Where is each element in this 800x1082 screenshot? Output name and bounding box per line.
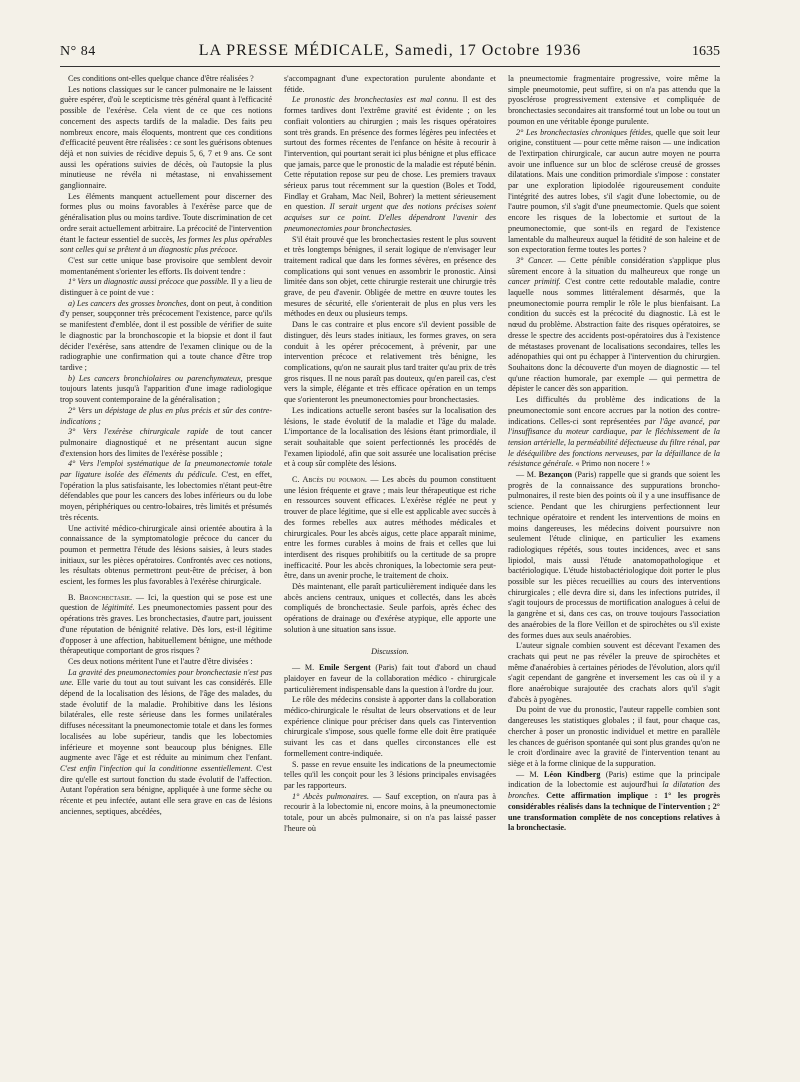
emphasis: 3° Vers l'exérèse chirurgicale rapide	[68, 427, 209, 437]
speaker-name: Léon Kindberg	[544, 769, 601, 779]
spacer	[284, 636, 496, 641]
text-run: — Les abcès du poumon constituent une lésion fréquente et grave ; mais leur thérapeutique est riche en ressources souvent efficaces. L'exérèse réglée ne peut y trouver de place légitime, que si elle est applicable avec succès à des formes rebelles aux autres méthodes médicales et chirurgicales. Pour les abcès aigus, cette place apparaît minime, entre les formes curables à moins de frais et celles que lui interdisent des risques prohibitifs ou la certitude de sa propre inefficacité. Pour les abcès chroniques, la lobectomie sera peut-être, dans un avenir proche, le traitement de choix.	[284, 475, 496, 581]
paragraph: s'accompagnant d'une expectoration purulente abondante et fétide.	[284, 74, 496, 94]
paragraph: L'auteur signale combien souvent est décevant l'examen des crachats qui peut ne pas révéler la preuve de spirochètes et même d'anaérobies à certaines périodes de l'évolution, alors qu'il s'agit cependant de gangrène et inversement les cas où il y a flore anaérobique surajoutée des crachats alors qu'il s'agit d'abcès à pyogènes.	[508, 641, 720, 704]
section-heading: B. Bronchectasie.	[68, 592, 132, 602]
paragraph: Ces conditions ont-elles quelque chance d'être réalisées ?	[68, 74, 254, 83]
text-run: (Paris) fait tout d'abord un chaud plaidoyer en faveur de la collaboration médico - chirurgicale particulièrement indispensable dans la question à l'ordre du jour.	[284, 663, 496, 694]
paragraph: la pneumectomie fragmentaire progressive, voire même la simple pneumotomie, peut suffire, si on n'a pas attendu que la pyosclérose progressivement extensive et compliquée de bronchectasies secondaires ait transformé tout un lobe ou tout un poumon en une véritable éponge purulente.	[508, 74, 720, 126]
text-run: Il est des formes tardives dont l'extrême gravité est évidente ; on les confiait volontiers au chirurgien ; mais les risques opératoires sont très grands. En présence des formes légères peu infectées et surtout des formes récentes de l'enfance on hésite à recourir à l'intervention, qui pourtant serait ici plus bénigne et plus efficace que jamais, parce que le pronostic de la maladie est réputé bénin. Cette réputation repose sur peu de chose. Les premiers travaux sérieux parus tout récemment sur la question (Boles et Todd, Findlay et Graham, Mac Neil, Bohrer) la mettent sérieusement en question.	[284, 95, 496, 212]
emphasis: 1° Abcès pulmonaires.	[292, 791, 370, 801]
speaker-name: Emile Sergent	[318, 663, 371, 673]
emphasis: les formes les plus opérables sont celles qui se prêtent à un diagnostic plus précoce.	[60, 234, 272, 255]
paragraph	[60, 668, 272, 818]
emphasis: La gravité des pneumonectomies pour bronchectasie n'est pas une.	[60, 667, 272, 688]
text-run: dont on peut, à condition d'y penser, soupçonner très précocement l'existence, parce qu'ils se manifestent d'emblée, dont il est possible de vérifier de suite le diagnostic par la bronchoscopie et la biopsie et dont il faut décider l'exérèse, sans attendre de l'examen clinique ou de la radiographie une confirmation qui a toute chance d'être trop tardive ;	[60, 298, 272, 372]
text-run: C'est dire qu'elle est surtout fonction du stade évolutif de l'affection. Autant l'opération sera bénigne, appliquée à une forme sèche ou récente et peu infectée, autant elle sera grave en cas de lésions anciennes, septiques, abcédées,	[60, 764, 272, 816]
paragraph: Les notions classiques sur le cancer pulmonaire ne le laissent guère espérer, d'où le scepticisme très général quant à l'efficacité possible de l'exérèse. Cela vient de ce que ces notions concernent des aspects tardifs de la maladie. Des faits peu nombreux encore, mais éloquents, montrent que ces conditions d'efficacité peuvent être réalisées : ce sont les guérisons obtenues déjà et non suivies de récidive depuis 5, 6, 7 et 9 ans. Ce sont aussi les opérations suivies de décès, où l'autopsie la plus minutieuse ne révéla ni métastase, ni envahissement ganglionnaire.	[60, 84, 272, 191]
article-columns	[60, 74, 720, 1074]
text-run: « Primo non nocere ! »	[573, 459, 651, 469]
text-run: C'est, en effet, l'opération la plus satisfaisante, les lobectomies n'étant peut-être défendables que pour les cancers des lobes inférieurs ou du lobe moyen, périphériques ou centro-lobaires, très limités et présumés très récents.	[60, 470, 272, 522]
emphasis: C'est enfin l'infection qui la conditionne essentiellement.	[60, 764, 253, 773]
paragraph	[60, 192, 272, 256]
paragraph	[508, 470, 720, 641]
paragraph	[60, 459, 272, 523]
paragraph: Du point de vue du pronostic, l'auteur rappelle combien sont dangereuses les statistiques globales ; il faut, pour chaque cas, chercher à poser un pronostic individuel et mettre en parallèle les chances de guérison spontanée qui sont plus grandes qu'on ne le croit d'ordinaire avec la gravité de l'intervention tenant au siège et à la forme clinique de la suppuration.	[508, 705, 720, 768]
paragraph: Dans le cas contraire et plus encore s'il devient possible de distinguer, dès leurs stades initiaux, les formes graves, on sera conduit à les opérer précocement, à prévenir, par une intervention précoce et relativement très bénigne, les complications, qu'on ne saurait plus tard traiter qu'au prix de très gros risques. Il ne nous paraît pas douteux, qu'en pareil cas, c'est vers la simple, élégante et très efficace opération en un temps que s'orienteront les pneumonectomies pour bronchectasies.	[284, 320, 496, 405]
paragraph	[60, 374, 272, 406]
emphasis: 3° Cancer.	[516, 255, 554, 265]
emphasis: Le pronostic des bronchectasies est mal connu.	[292, 95, 459, 105]
text-run: (Paris) rappelle que si grands que soient les progrès de la connaissance des suppurations broncho-pulmonaires, il reste bien des points où il y a une insuffisance de science. Pendant que les chirurgiens perfectionnent leur technique opératoire et rendent les interventions de moins en moins dangereuses, les médecins doivent poursuivre non seulement l'étude clinique, en particulier les examens radiologiques répétés, sous toutes incidences, avec et sans lipiodol, mais aussi l'étude anatomopathologique et bactériologique. L'étude histobactériologique doit porter le plus possible sur les pièces recueillies au cours des interventions chirurgicales ; elle devra dire si, dans les infections putrides, il s'agit toujours de processus de mortification analogues à celui de la gangrène et si, dans ces cas, on trouve toujours l'association des anaérobies de la flore Veillon et de spirochètes ou s'il existe des formes dues aux seuls anaérobies.	[508, 470, 720, 640]
emphasis: 4° Vers l'emploi systématique de la pneumonectomie totale par ligature isolée des éléments du pédicule.	[60, 459, 272, 480]
text-run: Les difficultés du problème des indications de la pneumonectomie sont encore accrues par la notion des contre-indications. Celles-ci sont représentées	[508, 395, 720, 426]
paragraph: Le rôle des médecins consiste à apporter dans la collaboration médico-chirurgicale le résultat de leurs observations et de leur expérience clinique pour préciser dans quels cas l'intervention chirurgicale s'impose, sous quelle forme elle doit être pratiquée suivant les cas et dans quelles circonstances elle est formellement contre-indiquée.	[284, 695, 496, 758]
emphasis: légitimité.	[101, 603, 135, 613]
text-run: — M.	[516, 470, 539, 480]
paragraph: S'il était prouvé que les bronchectasies restent le plus souvent et très longtemps bénignes, il serait logique de n'envisager leur traitement radical que dans les formes sévères, en présence des complications qui sont venues en assombrir le pronostic. Ainsi limitée dans son objet, cette chirurgie resterait une chirurgie très grave, de peu d'avenir. Obligée de mettre en œuvre toutes les mesures de sécurité, elle s'orienterait de plus en plus vers les méthodes en deux ou plusieurs temps.	[284, 234, 496, 319]
column-2	[284, 74, 496, 1074]
paragraph	[284, 792, 496, 835]
issue-number: N° 84	[60, 44, 96, 59]
text-run: — Sauf exception, on n'aura pas à recourir à la lobectomie ni, encore moins, à la pneumonectomie totale, pour un abcès pulmonaire, si on n'a pas laissé passer l'heure où	[284, 791, 496, 833]
text-run: C'est contre cette redoutable maladie, contre laquelle nous sommes littéralement désarmés, que la pneumonectomie pourra remplir le rôle le plus bienfaisant. La condition du succès est la précocité du diagnostic. Là est le nœud du problème. Abstraction faite des risques opératoires, se dresse le spectre des accidents post-opératoires dus à l'existence de métastases provenant de localisations secondaires, telles les adénopathies qui ont pu échapper à l'intervention du chirurgien. Souhaitons donc la découverte d'un moyen de diagnostic — tel qu'une réaction humorale, par exemple — qui permettra de dépister le cancer dès son apparition.	[508, 277, 720, 394]
speaker-name: Bezançon	[538, 470, 573, 480]
discussion-heading: Discussion.	[371, 646, 409, 656]
text-run: Il y a lieu de distinguer à ce point de vue :	[60, 277, 272, 298]
paragraph	[508, 128, 720, 256]
paragraph	[284, 95, 496, 234]
emphasis: cancer primitif.	[508, 277, 561, 287]
paragraph	[508, 395, 720, 470]
paragraph: S. passe en revue ensuite les indications de la pneumectomie telles qu'il les conçoit pour les 3 lésions principales envisagées par les rapporteurs.	[284, 759, 496, 790]
paragraph	[60, 299, 272, 374]
paragraph: 2° Vers un dépistage de plus en plus précis et sûr des contre-indications ;	[60, 405, 272, 426]
column-3	[508, 74, 720, 1074]
section-heading: C. Abcès du poumon.	[292, 475, 367, 485]
paragraph	[508, 256, 720, 395]
emphasis: 1° Vers un diagnostic aussi précoce que possible.	[68, 277, 229, 287]
paragraph: Dès maintenant, elle paraît particulièrement indiquée dans les abcès anciens centraux, uniques et collectés, dans les abcès compliqués de bronchectasie. Seule parfois, après échec des opérations de drainage ou d'exérèse atypique, elle apporte une solution à une situation sans issue.	[284, 582, 496, 634]
page-number: 1635	[692, 44, 720, 59]
emphasis: a) Les cancers des grosses bronches,	[68, 298, 189, 308]
paragraph	[60, 427, 272, 459]
column-1	[60, 74, 272, 1074]
emphasis: Il serait urgent que des notions précises soient acquises sur ce point. D'elles dépendront l'avenir des pneumonectomies pour bronchectasies.	[284, 202, 496, 233]
paragraph: Ces deux notions méritent l'une et l'autre d'être divisées :	[68, 656, 253, 666]
paragraph: Une activité médico-chirurgicale ainsi orientée aboutira à la connaissance de la symptomatologie précoce du cancer du poumon et permettra l'étude des lésions saisies, à leurs stades initiaux, sur les pièces opératoires. Confrontés avec ces notions, les résultats obtenus permettront peut-être de préciser, à bon escient, les formes les plus favorables à l'exérèse chirurgicale.	[60, 523, 272, 587]
text-run: — M.	[292, 663, 319, 673]
paragraph	[284, 475, 496, 582]
page-header	[60, 42, 720, 67]
paragraph: C'est sur cette unique base provisoire que semblent devoir momentanément s'orienter les efforts. Ils doivent tendre :	[60, 255, 272, 276]
text-run: de tout cancer pulmonaire diagnostiqué et ne présentant aucun signe d'extension hors des limites de l'exérèse possible ;	[60, 427, 272, 458]
paragraph	[508, 770, 720, 834]
text-run: — M.	[516, 769, 545, 779]
paragraph	[284, 663, 496, 695]
text-run: quelle que soit leur origine, constituent — pour cette même raison — une indication de l'extirpation chirurgicale, car aucun autre moyen ne pourra avoir une influence sur un bloc de sclérose creusé de grosses dilatations. Mais une condition primordiale s'impose : constater par une exploration lipiodolée rigoureusement conduite l'intégrité des autres lobes, s'il s'agit d'une lobectomie, ou de l'autre poumon, s'il s'agit d'une pneumectomie. Quels que soient encore les risques de la lobectomie et surtout de la pneumonectomie, que sont-ils en regard de l'existence lamentable du malheureux auquel la fétidité de son haleine et de son expectoration ferme toutes les portes ?	[508, 127, 720, 255]
emphasis: 2° Les bronchectasies chroniques fétides,	[516, 127, 654, 137]
paragraph	[60, 277, 272, 298]
text-run: Elle varie du tout au tout suivant les cas considérés. Elle dépend de la localisation des lésions, de l'âge des malades, du stade évolutif de la maladie. Prohibitive dans les lésions bilatérales, elle reste sérieuse dans les formes unilatérales diffuses nécessitant la pneumonectomie totale et dans les formes localisées au lobe supérieur, tandis que les lobectomies inférieure et moyenne sont beaucoup plus bénignes. Elle augmente avec l'âge et est réduite au minimum chez l'enfant.	[60, 678, 272, 763]
text-run: — Cette pénible considération s'applique plus sûrement encore à la situation du malheureux que ronge un	[508, 255, 720, 276]
text-run: (Paris) estime que la principale indication de la lobectomie est aujourd'hui	[508, 769, 720, 790]
paragraph	[60, 593, 272, 657]
text-run: Les pneumonectomies passent pour des opérations très graves. Les bronchectasies, d'autre part, jouissent d'une réputation de bénignité relative. Dès lors, est-il légitime d'opposer à une affection, habituellement bénigne, une méthode thérapeutique comportant de gros risques ?	[60, 603, 272, 656]
text-run: Cette affirmation implique : 1° les progrès considérables réalisés dans la technique de l'intervention ; 2° une transformation complète de nos conceptions relatives à la bronchectasie.	[508, 791, 720, 833]
text-run: — Ici, la question qui se pose est une question de	[60, 592, 272, 613]
text-run: presque toujours latents jusqu'à l'apparition d'une image radiologique trop souvent contemporaine de la généralisation ;	[60, 373, 272, 405]
journal-title: LA PRESSE MÉDICALE, Samedi, 17 Octobre 1936	[198, 42, 582, 59]
emphasis: b) Les cancers bronchiolaires ou parenchymateux,	[68, 373, 243, 383]
text-run: Les éléments manquent actuellement pour discerner des formes plus ou moins favorables à l'exérèse parce que de généralisation plus ou moins tardive. Toute discrimination de cet ordre serait actuellement arbitraire. La précocité de l'intervention étant le facteur essentiel de succès,	[60, 191, 272, 244]
paragraph: Les indications actuelle seront basées sur la localisation des lésions, le stade évolutif de la maladie et l'âge du malade. L'importance de la localisation des lésions étant primordiale, il serait souhaitable que soient perfectionnés les procédés de l'examen lipiodolé, afin que soit assurée une localisation précise et à coup sûr complète des lésions.	[284, 405, 496, 469]
emphasis: par l'âge avancé, par l'insuffisance du moteur cardiaque, par le fléchissement de la tension artérielle, la perméabilité défectueuse du filtre rénal, par le déséquilibre des fonctions nerveuses, par la défaillance de la résistance générale.	[508, 416, 720, 469]
emphasis: la dilatation des bronches.	[508, 780, 720, 801]
